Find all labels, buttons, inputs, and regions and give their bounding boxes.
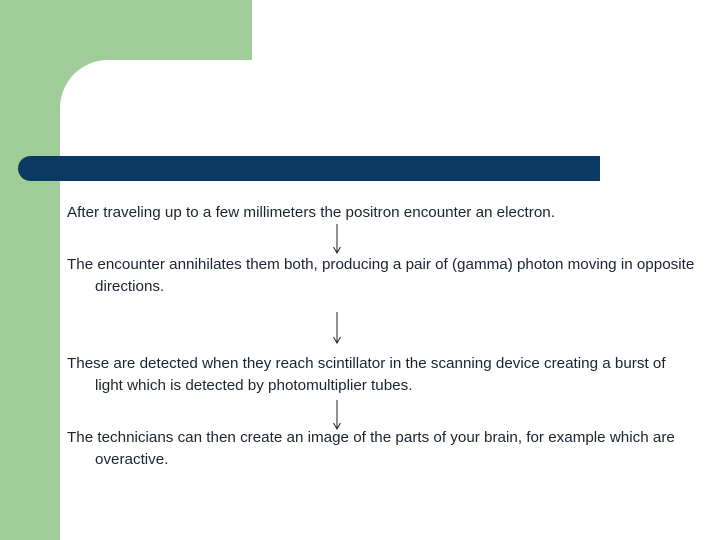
step-2-text: The encounter annihilates them both, producing a pair of (gamma) photon moving in opposite directions. bbox=[67, 256, 695, 295]
arrow-down-icon bbox=[331, 224, 343, 254]
step-3-text: These are detected when they reach scintillator in the scanning device creating a burst of light which is detected by photomultiplier tubes. bbox=[67, 355, 666, 394]
title-bar bbox=[18, 156, 600, 181]
arrow-down-icon bbox=[331, 400, 343, 430]
step-4-text: The technicians can then create an image of the parts of your brain, for example which are overactive. bbox=[67, 429, 675, 468]
arrow-down-icon bbox=[331, 312, 343, 344]
step-1-text: After traveling up to a few millimeters the positron encounter an electron. bbox=[67, 204, 555, 221]
